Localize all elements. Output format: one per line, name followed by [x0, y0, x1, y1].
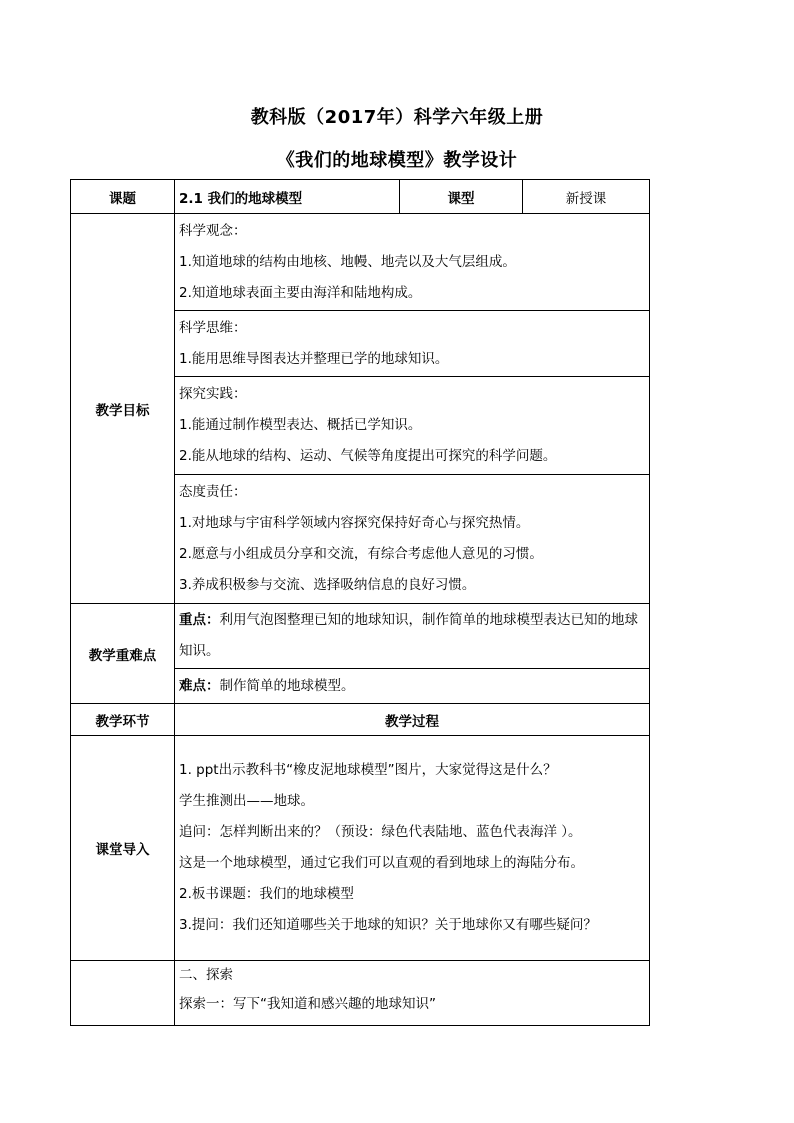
topic-label: 课题: [71, 180, 175, 214]
info-row: [71, 180, 650, 214]
objectives-attitude: [175, 475, 650, 604]
concept-item-2: 2.知道地球表面主要由海洋和陆地构成。: [179, 284, 422, 301]
intro-line-3: 追问：怎样判断出来的？（预设：绿色代表陆地、蓝色代表海洋 ）。: [179, 824, 582, 840]
process-header-row: [71, 704, 650, 736]
explore-line-1: 二、探索: [179, 967, 233, 983]
intro-row: [71, 736, 650, 961]
explore-line-2: 探索一：写下“我知道和感兴趣的地球知识”: [179, 996, 436, 1012]
concept-item-1: 1.知道地球的结构由地核、地幔、地壳以及大气层组成。: [179, 253, 516, 270]
thinking-heading: 科学思维：: [179, 319, 247, 336]
topic-value: 2.1 我们的地球模型: [175, 180, 400, 214]
intro-line-1: 1. ppt出示教科书“橡皮泥地球模型”图片，大家觉得这是什么？: [179, 762, 557, 778]
thinking-item-1: 1.能用思维导图表达并整理已学的地球知识。: [179, 350, 449, 367]
objectives-concept-row: [71, 214, 650, 311]
explore-content: [175, 961, 650, 1026]
objectives-concept: [175, 214, 650, 311]
type-label: 课型: [400, 180, 523, 214]
difficulty-point: [175, 669, 650, 704]
key-point: [175, 604, 650, 669]
difficulty-text: 制作简单的地球模型。: [219, 677, 355, 694]
intro-line-2: 学生推测出——地球。: [179, 793, 314, 809]
attitude-item-2: 2.愿意与小组成员分享和交流，有综合考虑他人意见的习惯。: [179, 546, 543, 562]
key-points-row: [71, 604, 650, 669]
concept-heading: 科学观念：: [179, 222, 247, 239]
practice-item-1: 1.能通过制作模型表达、概括已学知识。: [179, 417, 422, 433]
process-label: 教学过程: [175, 704, 650, 736]
intro-label: 课堂导入: [71, 736, 175, 961]
objectives-practice: [175, 377, 650, 475]
key-prefix: 重点：: [179, 612, 220, 628]
attitude-item-3: 3.养成积极参与交流、选择吸纳信息的良好习惯。: [179, 577, 476, 593]
practice-heading: 探究实践：: [179, 386, 247, 402]
objectives-thinking: [175, 311, 650, 377]
key-text: 利用气泡图整理已知的地球知识，制作简单的地球模型表达已知的地球知识。: [179, 612, 638, 659]
intro-line-5: 2.板书课题：我们的地球模型: [179, 886, 354, 902]
key-points-label: 教学重难点: [71, 604, 175, 704]
lesson-plan-table: [70, 179, 650, 1026]
document-subtitle: 《我们的地球模型》教学设计: [276, 150, 518, 171]
stage-label: 教学环节: [71, 704, 175, 736]
attitude-item-1: 1.对地球与宇宙科学领域内容探究保持好奇心与探究热情。: [179, 515, 530, 531]
practice-item-2: 2.能从地球的结构、运动、气候等角度提出可探究的科学问题。: [179, 448, 557, 464]
attitude-heading: 态度责任：: [179, 484, 247, 500]
difficulty-prefix: 难点：: [179, 677, 220, 694]
intro-line-6: 3.提问：我们还知道哪些关于地球的知识？关于地球你又有哪些疑问？: [179, 917, 597, 933]
intro-line-4: 这是一个地球模型，通过它我们可以直观的看到地球上的海陆分布。: [179, 855, 584, 871]
document-title: 教科版（2017年）科学六年级上册: [250, 107, 544, 128]
type-value: 新授课: [523, 180, 650, 214]
intro-content: [175, 736, 650, 961]
objectives-label: 教学目标: [71, 214, 175, 604]
explore-row: [71, 961, 650, 1026]
explore-label-cell: [71, 961, 175, 1026]
